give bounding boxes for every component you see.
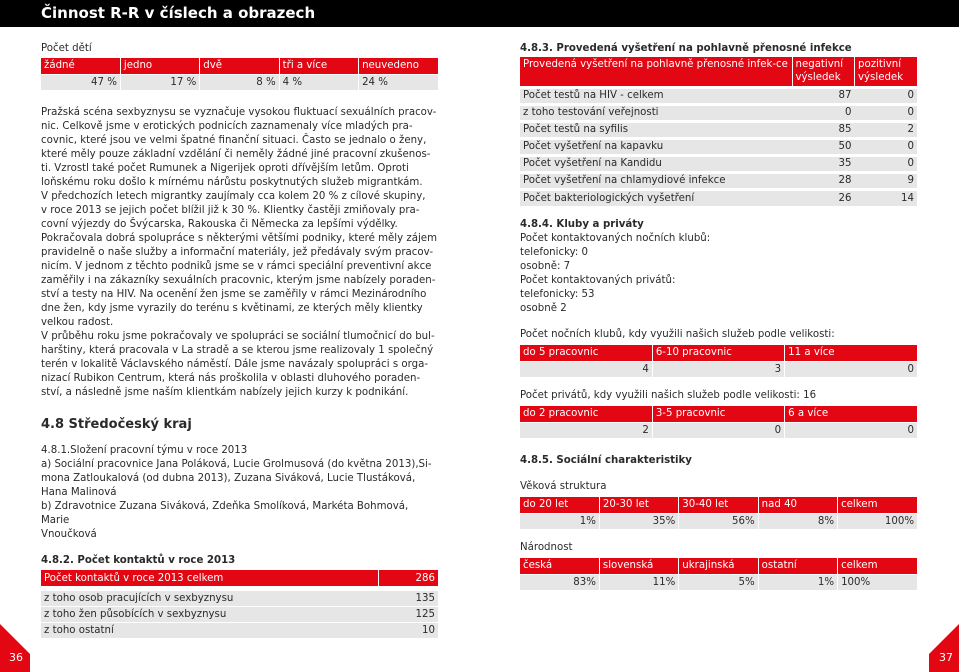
text-line: nicím. V jednom z těchto podniků jsme se v rámci speciální preventivní akce bbox=[41, 261, 432, 272]
corner-tab-shape bbox=[929, 624, 959, 672]
text-line: harštiny, která pracovala v La stradě a se kterou jsme realizovaly 1 společný bbox=[41, 345, 434, 356]
tests-cell-pos: 0 bbox=[855, 87, 918, 104]
privates-table bbox=[520, 406, 917, 438]
age-header: 30-40 let bbox=[679, 497, 758, 513]
contacts-row-label: z toho ostatní bbox=[41, 622, 378, 638]
nationality-value: 11% bbox=[599, 574, 678, 590]
text-line: zaměřily i na zákazníky sexuálních pracovnic, kterým jsme nabízely poraden- bbox=[41, 275, 436, 286]
tests-cell-neg: 0 bbox=[792, 104, 855, 121]
privates-header: 6 a více bbox=[785, 406, 917, 422]
text-line: nizací Rubikon Centrum, která nás proškolila v oblasti dluhového poraden- bbox=[41, 373, 421, 384]
tests-header: Provedená vyšetření na pohlavně přenosné infek-ce bbox=[520, 57, 792, 87]
text-line: ti. Vzrostl také počet Rumunek a Nigerijek oproti dřívějším letům. Oproti bbox=[41, 163, 409, 174]
age-header: do 20 let bbox=[520, 497, 599, 513]
text-line: nic. Celkově jsme v erotických podnicích zaznamenaly více mladých pra- bbox=[41, 121, 413, 132]
tests-cell-pos: 0 bbox=[855, 155, 918, 172]
night-clubs-header: do 5 pracovnic bbox=[520, 345, 652, 361]
text-line: Hana Malinová bbox=[41, 487, 117, 498]
privates-value: 0 bbox=[785, 422, 917, 438]
nationality-value: 1% bbox=[758, 574, 837, 590]
nationality-header: celkem bbox=[838, 558, 917, 574]
text-line: v roce 2013 se jejich počet blížil již k 30 %. Klientky častěji zmiňovaly pra- bbox=[41, 205, 420, 216]
night-clubs-value: 0 bbox=[785, 361, 917, 377]
text-line: osobně: 7 bbox=[520, 261, 571, 272]
privates-value: 0 bbox=[652, 422, 784, 438]
contacts-total-value: 286 bbox=[378, 570, 438, 586]
tests-cell-neg: 85 bbox=[792, 121, 855, 138]
section-title: 4.8 Středočeský kraj bbox=[41, 417, 192, 432]
nationality-header: česká bbox=[520, 558, 599, 574]
tests-cell-label: Počet vyšetření na Kandidu bbox=[520, 155, 792, 172]
text-line: které měly pouze základní vzdělání či neměly žádné jiné pracovní zkušenos- bbox=[41, 149, 431, 160]
age-header: celkem bbox=[838, 497, 917, 513]
page-number-text: 36 bbox=[9, 651, 23, 664]
text-line: loňskému roku došlo k mírnému nárůstu poskytnutých služeb migrantkám. bbox=[41, 177, 423, 188]
text-line: ství a testy na HIV. Na ocenění žen jsme se zaměřily v rámci Mezinárodního bbox=[41, 289, 427, 300]
nationality-header: ostatní bbox=[758, 558, 837, 574]
children-table bbox=[41, 58, 438, 90]
age-header: 20-30 let bbox=[599, 497, 678, 513]
tests-cell-label: z toho testování veřejnosti bbox=[520, 104, 792, 121]
page-number-right bbox=[929, 624, 959, 672]
nationality-value: 100% bbox=[838, 574, 917, 590]
night-clubs-table bbox=[520, 345, 917, 377]
tests-header: pozitivní výsledek bbox=[855, 57, 918, 87]
text-line: covní výjezdy do Švýcarska, Rakouska či Německa za lepšími výdělky. bbox=[41, 219, 398, 230]
children-header: dvě bbox=[200, 58, 279, 74]
tests-table bbox=[520, 57, 917, 206]
night-clubs-title: Počet nočních klubů, kdy využili našich služeb podle velikosti: bbox=[520, 329, 835, 340]
text-line: telefonicky: 0 bbox=[520, 247, 589, 258]
clubs-title: 4.8.4. Kluby a priváty bbox=[520, 219, 644, 230]
tests-cell-pos: 9 bbox=[855, 172, 918, 189]
children-value: 47 % bbox=[41, 74, 120, 90]
nationality-header: slovenská bbox=[599, 558, 678, 574]
page-number-text: 37 bbox=[939, 651, 953, 664]
nationality-value: 83% bbox=[520, 574, 599, 590]
page-number-left bbox=[0, 624, 30, 672]
table-row bbox=[520, 121, 917, 138]
children-header: tři a více bbox=[279, 58, 358, 74]
table-row bbox=[520, 155, 917, 172]
contacts-row-label: z toho osob pracujících v sexbyznysu bbox=[41, 590, 378, 606]
contacts-table bbox=[41, 570, 438, 638]
night-clubs-header: 6-10 pracovnic bbox=[652, 345, 784, 361]
text-line: dne žen, kdy jsme vyrazily do terénu s květinami, ze kterých měly klientky bbox=[41, 303, 423, 314]
age-value: 35% bbox=[599, 513, 678, 529]
tests-cell-neg: 50 bbox=[792, 138, 855, 155]
children-header: jedno bbox=[120, 58, 199, 74]
night-clubs-header: 11 a více bbox=[785, 345, 917, 361]
children-value: 24 % bbox=[359, 74, 438, 90]
text-line: 4.8.1.Složení pracovní týmu v roce 2013 bbox=[41, 445, 248, 456]
age-header: nad 40 bbox=[758, 497, 837, 513]
text-line: telefonicky: 53 bbox=[520, 289, 595, 300]
privates-title: Počet privátů, kdy využili našich služeb podle velikosti: 16 bbox=[520, 390, 817, 401]
text-line: osobně 2 bbox=[520, 303, 567, 314]
text-line: Počet kontaktovaných privátů: bbox=[520, 275, 676, 286]
social-title: 4.8.5. Sociální charakteristiky bbox=[520, 455, 692, 466]
nationality-table bbox=[520, 558, 917, 590]
text-line: covnic, které jsou ve velmi špatné finanční situaci. Často se jednalo o ženy, bbox=[41, 135, 427, 146]
nationality-value: 5% bbox=[679, 574, 758, 590]
contacts-row-value: 125 bbox=[378, 606, 438, 622]
tests-cell-pos: 2 bbox=[855, 121, 918, 138]
tests-title: 4.8.3. Provedená vyšetření na pohlavně přenosné infekce bbox=[520, 43, 852, 54]
text-line: b) Zdravotnice Zuzana Siváková, Zdeňka Smolíková, Markéta Bohmová, Marie bbox=[41, 501, 409, 526]
text-line: mona Zatloukalová (od dubna 2013), Zuzana Siváková, Lucie Tlustáková, bbox=[41, 473, 416, 484]
text-line: velkou radost. bbox=[41, 317, 114, 328]
table-row bbox=[520, 87, 917, 104]
text-line: pravidelně o naše služby a informační materiály, jež předávaly svým pracov- bbox=[41, 247, 434, 258]
text-line: Počet kontaktovaných nočních klubů: bbox=[520, 233, 711, 244]
contacts-total-label: Počet kontaktů v roce 2013 celkem bbox=[41, 570, 378, 586]
header-bar bbox=[0, 0, 959, 27]
tests-cell-pos: 14 bbox=[855, 189, 918, 206]
contacts-row-value: 10 bbox=[378, 622, 438, 638]
tests-cell-label: Počet vyšetření na kapavku bbox=[520, 138, 792, 155]
left-column bbox=[41, 42, 438, 638]
text-line: Pokračovala dobrá spolupráce s některými většími podniky, které měly zájem bbox=[41, 233, 437, 244]
children-value: 4 % bbox=[279, 74, 358, 90]
tests-cell-label: Počet vyšetření na chlamydiové infekce bbox=[520, 172, 792, 189]
tests-header: negativní výsledek bbox=[792, 57, 855, 87]
tests-cell-neg: 35 bbox=[792, 155, 855, 172]
tests-cell-label: Počet testů na syfilis bbox=[520, 121, 792, 138]
tests-cell-label: Počet testů na HIV - celkem bbox=[520, 87, 792, 104]
table-row bbox=[520, 189, 917, 206]
privates-value: 2 bbox=[520, 422, 652, 438]
page-title: Činnost R-R v číslech a obrazech bbox=[41, 4, 316, 22]
tests-cell-neg: 87 bbox=[792, 87, 855, 104]
body-text bbox=[41, 106, 438, 400]
text-line: Vnoučková bbox=[41, 529, 97, 540]
text-line: V průběhu roku jsme pokračovaly ve spolupráci se sociální tlumočnicí do bul- bbox=[41, 331, 435, 342]
night-clubs-value: 4 bbox=[520, 361, 652, 377]
text-line: Pražská scéna sexbyznysu se vyznačuje vysokou fluktuací sexuálních pracov- bbox=[41, 107, 437, 118]
tests-cell-label: Počet bakteriologických vyšetření bbox=[520, 189, 792, 206]
age-value: 56% bbox=[679, 513, 758, 529]
age-value: 1% bbox=[520, 513, 599, 529]
table-row bbox=[520, 172, 917, 189]
nationality-title: Národnost bbox=[520, 542, 573, 553]
tests-cell-neg: 26 bbox=[792, 189, 855, 206]
privates-header: do 2 pracovnic bbox=[520, 406, 652, 422]
age-table bbox=[520, 497, 917, 529]
age-value: 8% bbox=[758, 513, 837, 529]
night-clubs-value: 3 bbox=[652, 361, 784, 377]
text-line: a) Sociální pracovnice Jana Poláková, Lucie Grolmusová (do května 2013),Si- bbox=[41, 459, 432, 470]
children-value: 8 % bbox=[200, 74, 279, 90]
contacts-row-value: 135 bbox=[378, 590, 438, 606]
clubs-text bbox=[520, 232, 917, 316]
nationality-header: ukrajinská bbox=[679, 558, 758, 574]
text-line: V předchozích letech migrantky zaujímaly cca kolem 20 % z cílové skupiny, bbox=[41, 191, 426, 202]
contacts-row-label: z toho žen působících v sexbyznysu bbox=[41, 606, 378, 622]
privates-header: 3-5 pracovnic bbox=[652, 406, 784, 422]
corner-tab-shape bbox=[0, 624, 30, 672]
table-row bbox=[520, 138, 917, 155]
team-text bbox=[41, 444, 438, 542]
children-header: žádné bbox=[41, 58, 120, 74]
tests-cell-pos: 0 bbox=[855, 104, 918, 121]
tests-cell-neg: 28 bbox=[792, 172, 855, 189]
age-value: 100% bbox=[838, 513, 917, 529]
tests-cell-pos: 0 bbox=[855, 138, 918, 155]
children-header: neuvedeno bbox=[359, 58, 438, 74]
children-value: 17 % bbox=[120, 74, 199, 90]
table-row bbox=[520, 104, 917, 121]
text-line: ství, a následně jsme naším klientkám nabízely jejich kurzy k podnikání. bbox=[41, 387, 409, 398]
contacts-title: 4.8.2. Počet kontaktů v roce 2013 bbox=[41, 555, 236, 566]
children-title: Počet dětí bbox=[41, 43, 92, 54]
right-column bbox=[520, 42, 917, 590]
age-title: Věková struktura bbox=[520, 481, 607, 492]
text-line: terén v lokalitě Václavského náměstí. Dále jsme navázaly spolupráci s orga- bbox=[41, 359, 428, 370]
